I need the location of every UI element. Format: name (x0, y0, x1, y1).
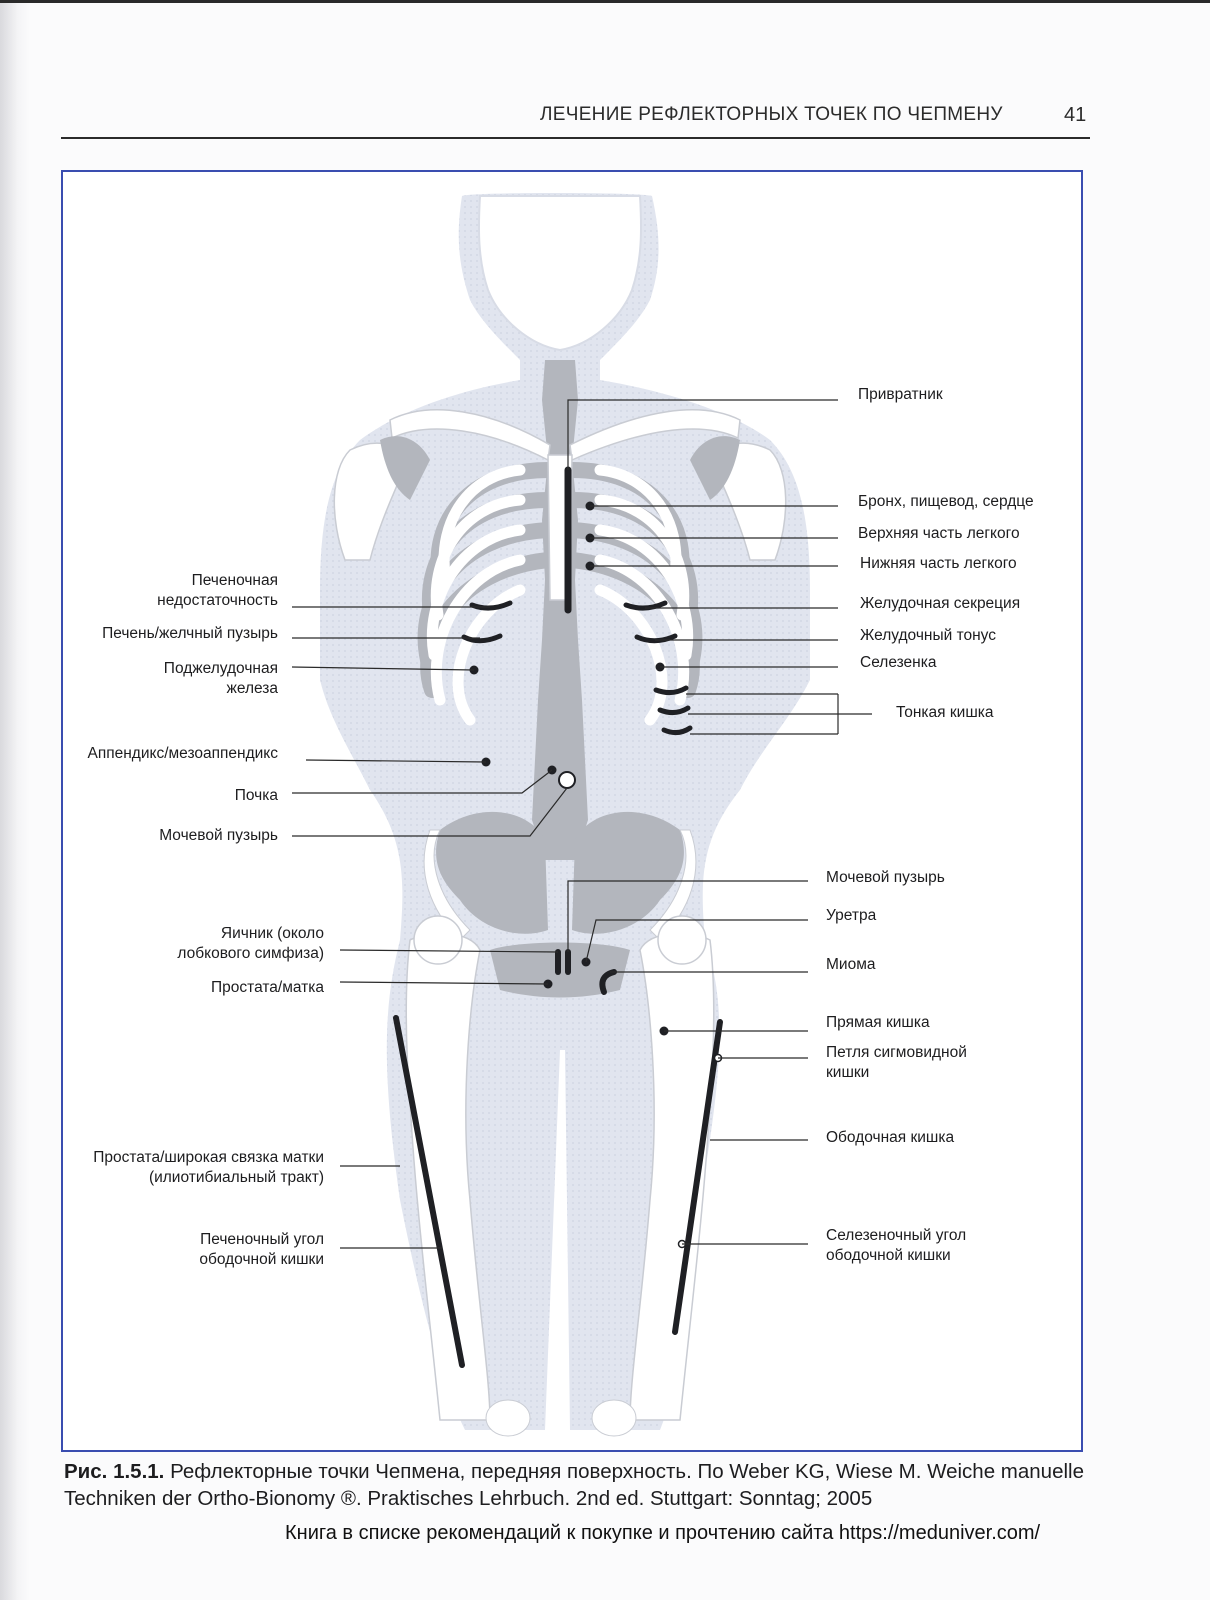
label-prostate-ligament-line1: Простата/широкая связка матки (93, 1149, 324, 1166)
label-ovary-line2: лобкового симфиза) (177, 945, 324, 962)
label-bronchus-esophagus-heart: Бронх, пищевод, сердце (858, 493, 1034, 510)
running-title: ЛЕЧЕНИЕ РЕФЛЕКТОРНЫХ ТОЧЕК ПО ЧЕПМЕНУ (540, 104, 1003, 125)
label-prostate-uterus: Простата/матка (211, 979, 324, 996)
label-pancreas-line1: Поджелудочная (163, 660, 278, 677)
label-lower-lung: Нижняя часть легкого (860, 555, 1017, 572)
label-myoma: Миома (826, 956, 876, 973)
label-spleen: Селезенка (860, 654, 937, 671)
label-kidney: Почка (234, 787, 278, 804)
figure-caption (64, 1458, 1104, 1512)
label-sigmoid-line2: кишки (826, 1064, 870, 1081)
page-number: 41 (1064, 104, 1087, 126)
label-small-intestine: Тонкая кишка (896, 704, 994, 721)
label-colon: Ободочная кишка (826, 1129, 955, 1146)
caption-text: Рефлекторные точки Чепмена, передняя поверхность. По Weber KG, Wiese M. Weiche manuelle Techniken der Ortho-Bionomy ®. Praktisches Lehrbuch. 2nd ed. Stuttgart: Sonntag; 2005 (64, 1460, 1084, 1510)
label-hepatic-flexure-line2: ободочной кишки (199, 1251, 324, 1268)
label-gastric-secretion: Желудочная секреция (860, 595, 1021, 612)
figure-number: Рис. 1.5.1. (64, 1460, 165, 1483)
label-splenic-flexure-line2: ободочной кишки (826, 1247, 951, 1264)
label-gastric-tone: Желудочный тонус (860, 627, 997, 644)
marker-bladder-ring (559, 772, 575, 788)
label-liver-insufficiency-line1: Печеночная (191, 572, 278, 589)
label-ovary-line1: Яичник (около (220, 925, 324, 942)
label-appendix: Аппендикс/мезоаппендикс (87, 745, 278, 762)
label-bladder-right: Мочевой пузырь (826, 869, 945, 886)
label-sigmoid-line1: Петля сигмовидной (826, 1044, 967, 1061)
label-liver-insufficiency-line2: недостаточность (157, 592, 278, 609)
label-upper-lung: Верхняя часть легкого (858, 525, 1020, 542)
label-liver-gallbladder: Печень/желчный пузырь (102, 625, 278, 642)
label-prostate-ligament-line2: (илиотибиальный тракт) (148, 1169, 324, 1186)
label-bladder-left: Мочевой пузырь (159, 827, 278, 844)
label-pylorus: Привратник (858, 386, 943, 403)
label-pancreas-line2: железа (226, 680, 278, 697)
footer-note: Книга в списке рекомендаций к покупке и прочтению сайта https://meduniver.com/ (285, 1522, 1041, 1544)
label-rectum: Прямая кишка (826, 1014, 930, 1031)
label-splenic-flexure-line1: Селезеночный угол (826, 1227, 967, 1244)
label-hepatic-flexure-line1: Печеночный угол (200, 1231, 324, 1248)
label-urethra: Уретра (826, 907, 877, 924)
